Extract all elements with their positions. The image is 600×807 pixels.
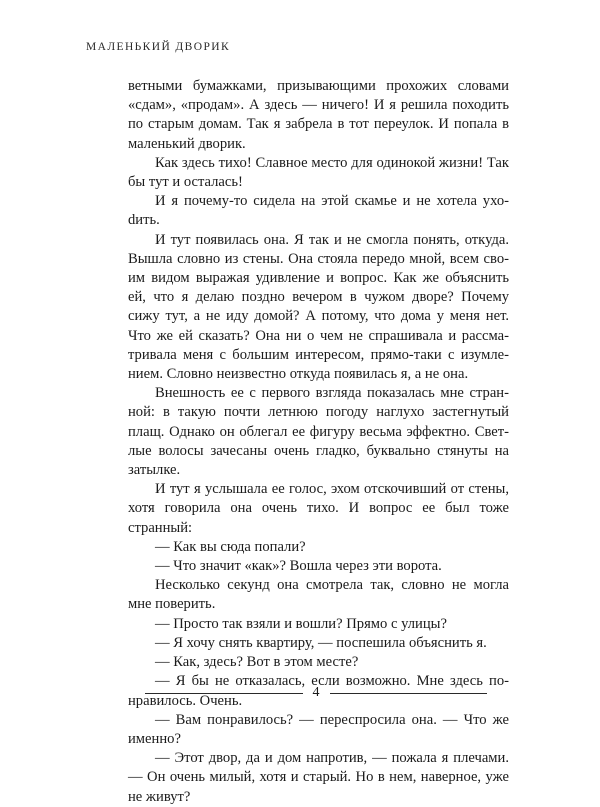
paragraph: Внешность ее с первого взгляда показалась мне странной: в такую почти летнюю погоду наглухо застегнутый плащ. Однако он облегал ее фигуру весьма эффектно. Светлые волосы зачесаны очень гладко, буквально стянуты на затылке. [128, 385, 509, 479]
paragraph: И тут появилась она. Я так и не смогла понять, откуда. Вышла словно из стены. Она стояла передо мной, всем своим видом выражая удивление и вопрос. Как же объяснить ей, что я делаю поздно вечером в чужом дворе? Почему сижу тут, а не иду домой? А потому, что дома у меня нет. Что же ей сказать? Она ни о чем не спрашивала и рассматривала меня с большим интересом, прямо-таки с изумлением. Словно неизвестно откуда появилась я, а не она. [128, 231, 509, 383]
dialogue-line: — Как, здесь? Вот в этом месте? [155, 654, 359, 671]
paragraph: И я почему-то сидела на этой скамье и не хотела ухоdить. [128, 193, 509, 229]
paragraph: Несколько секунд она смотрела так, словно не могла мне поверить. [128, 577, 509, 613]
dialogue-line: — Я хочу снять квартиру, — поспешила объяснить я. [155, 634, 487, 651]
paragraph: ветными бумажками, призывающими прохожих словами «сдам», «продам». А здесь — ничего! И я решила походить по старым домам. Так я забрела в тот переулок. И попала в маленький дворик. [128, 78, 509, 152]
dialogue-line: — Вам понравилось? — переспросила она. — Что же именно? [128, 711, 509, 747]
running-head: МАЛЕНЬКИЙ ДВОРИК [86, 41, 231, 53]
dialogue-line: — Просто так взяли и вошли? Прямо с улицы? [155, 615, 447, 632]
dialogue-line: — Я бы не отказалась, если возможно. Мне здесь понравилось. Очень. [128, 673, 509, 709]
footer-rule-right [330, 693, 488, 694]
paragraph: И тут я услышала ее голос, эхом отскочивший от стены, хотя говорила она очень тихо. И вопрос ее был тоже странный: [128, 481, 509, 536]
dialogue-line: — Что значит «как»? Вошла через эти ворота. [155, 558, 442, 575]
dialogue-line: — Этот двор, да и дом напротив, — пожала я плечами. — Он очень милый, хотя и старый. Но в нем, наверное, уже не живут? [128, 750, 509, 805]
dialogue-line: — Как вы сюда попали? [155, 538, 306, 555]
footer-rule-left [145, 693, 303, 694]
page-number: 4 [312, 685, 320, 700]
paragraph: Как здесь тихо! Славное место для одинокой жизни! Так бы тут и осталась! [128, 154, 509, 191]
page-footer [145, 683, 487, 703]
